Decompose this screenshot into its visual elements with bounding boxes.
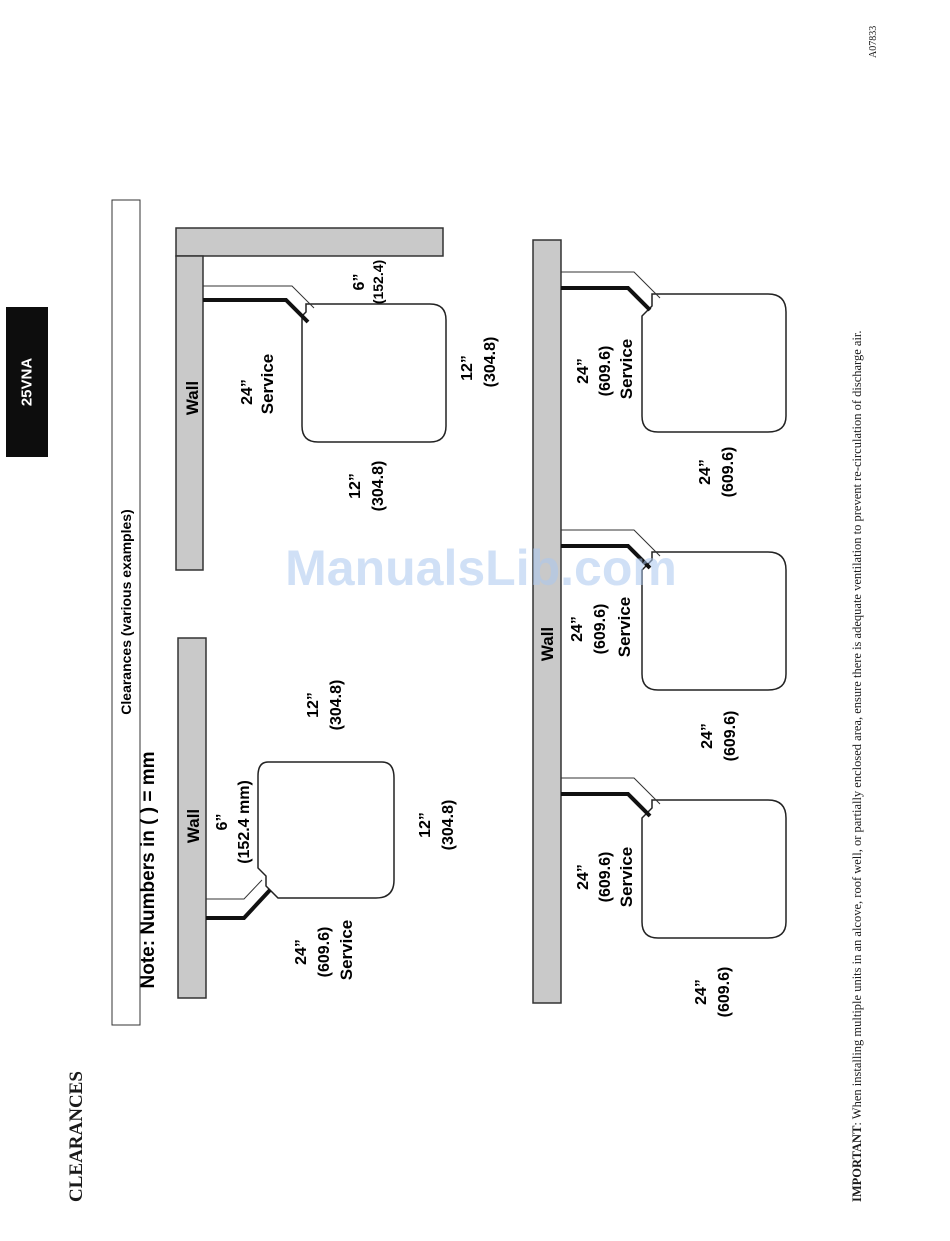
clearance-24in-2: 24” bbox=[239, 379, 256, 405]
clearance-24in-1: 24” bbox=[293, 939, 310, 965]
wall-1-label: Wall bbox=[184, 808, 203, 844]
clearance-12in-1a-mm: (304.8) bbox=[328, 679, 345, 731]
clearance-12in-1b: 12” bbox=[417, 812, 434, 838]
service-label-1: Service bbox=[337, 919, 356, 981]
clearance-12in-2b-mm: (304.8) bbox=[370, 460, 387, 512]
wall-3 bbox=[533, 240, 561, 1003]
service-label-3a: Service bbox=[617, 338, 636, 400]
unit-1 bbox=[258, 762, 394, 898]
clearance-24in-3a: 24” bbox=[575, 358, 592, 384]
clearance-12in-1a: 12” bbox=[305, 692, 322, 718]
wall-3-label: Wall bbox=[538, 626, 557, 662]
clearance-24in-gap-1: 24” bbox=[697, 459, 714, 485]
clearance-12in-2a-mm: (304.8) bbox=[482, 336, 499, 388]
clearance-24in-3b: 24” bbox=[569, 616, 586, 642]
unit-3c bbox=[642, 800, 786, 938]
important-text: : When installing multiple units in an alcove, roof well, or partially enclosed area, ensure there is adequate ventilation to prevent re-circulation of discharge air. bbox=[850, 330, 864, 1126]
clearance-24in-3c-mm: (609.6) bbox=[597, 851, 614, 903]
service-pipe-2-outline bbox=[203, 286, 314, 308]
mm-note: Note: Numbers in ( ) = mm bbox=[138, 751, 159, 989]
unit-2 bbox=[302, 304, 446, 442]
wall-2-top bbox=[176, 228, 443, 256]
section-tab-label: 25VNA bbox=[18, 357, 36, 407]
clearance-24in-1b: 24” bbox=[693, 979, 710, 1005]
service-pipe-3a-outline bbox=[561, 272, 660, 298]
clearance-12in-1b-mm: (304.8) bbox=[440, 799, 457, 851]
service-pipe-3c bbox=[561, 794, 650, 816]
clearance-12in-2a: 12” bbox=[459, 355, 476, 381]
clearance-24in-1-mm: (609.6) bbox=[316, 926, 333, 978]
clearance-6in-1-mm: (152.4 mm) bbox=[236, 780, 253, 864]
clearance-24in-3b-mm: (609.6) bbox=[592, 603, 609, 655]
clearance-24in-gap-1-mm: (609.6) bbox=[720, 446, 737, 498]
clearance-12in-2b: 12” bbox=[347, 473, 364, 499]
clearance-24in-3a-mm: (609.6) bbox=[597, 345, 614, 397]
clearance-24in-3c: 24” bbox=[575, 864, 592, 890]
service-pipe-3c-outline bbox=[561, 778, 660, 804]
wall-2-label: Wall bbox=[183, 380, 202, 416]
service-pipe-1-outline bbox=[206, 880, 262, 899]
unit-3a bbox=[642, 294, 786, 432]
clearance-6in-2-mm: (152.4) bbox=[370, 259, 386, 305]
clearance-24in-gap-2-mm: (609.6) bbox=[722, 710, 739, 762]
service-label-2: Service bbox=[258, 353, 277, 415]
clearance-6in-1: 6” bbox=[214, 813, 231, 831]
diagram-title: Clearances (various examples) bbox=[118, 509, 134, 715]
watermark: ManualsLib.com bbox=[285, 540, 677, 596]
service-label-3b: Service bbox=[615, 596, 634, 658]
important-label: IMPORTANT bbox=[850, 1125, 864, 1202]
clearance-24in-1b-mm: (609.6) bbox=[716, 966, 733, 1018]
service-pipe-1 bbox=[206, 890, 270, 918]
service-label-3c: Service bbox=[617, 846, 636, 908]
clearance-24in-gap-2: 24” bbox=[699, 723, 716, 749]
service-pipe-3a bbox=[561, 288, 650, 310]
service-pipe-2 bbox=[203, 300, 308, 322]
clearance-6in-2: 6” bbox=[351, 273, 368, 291]
